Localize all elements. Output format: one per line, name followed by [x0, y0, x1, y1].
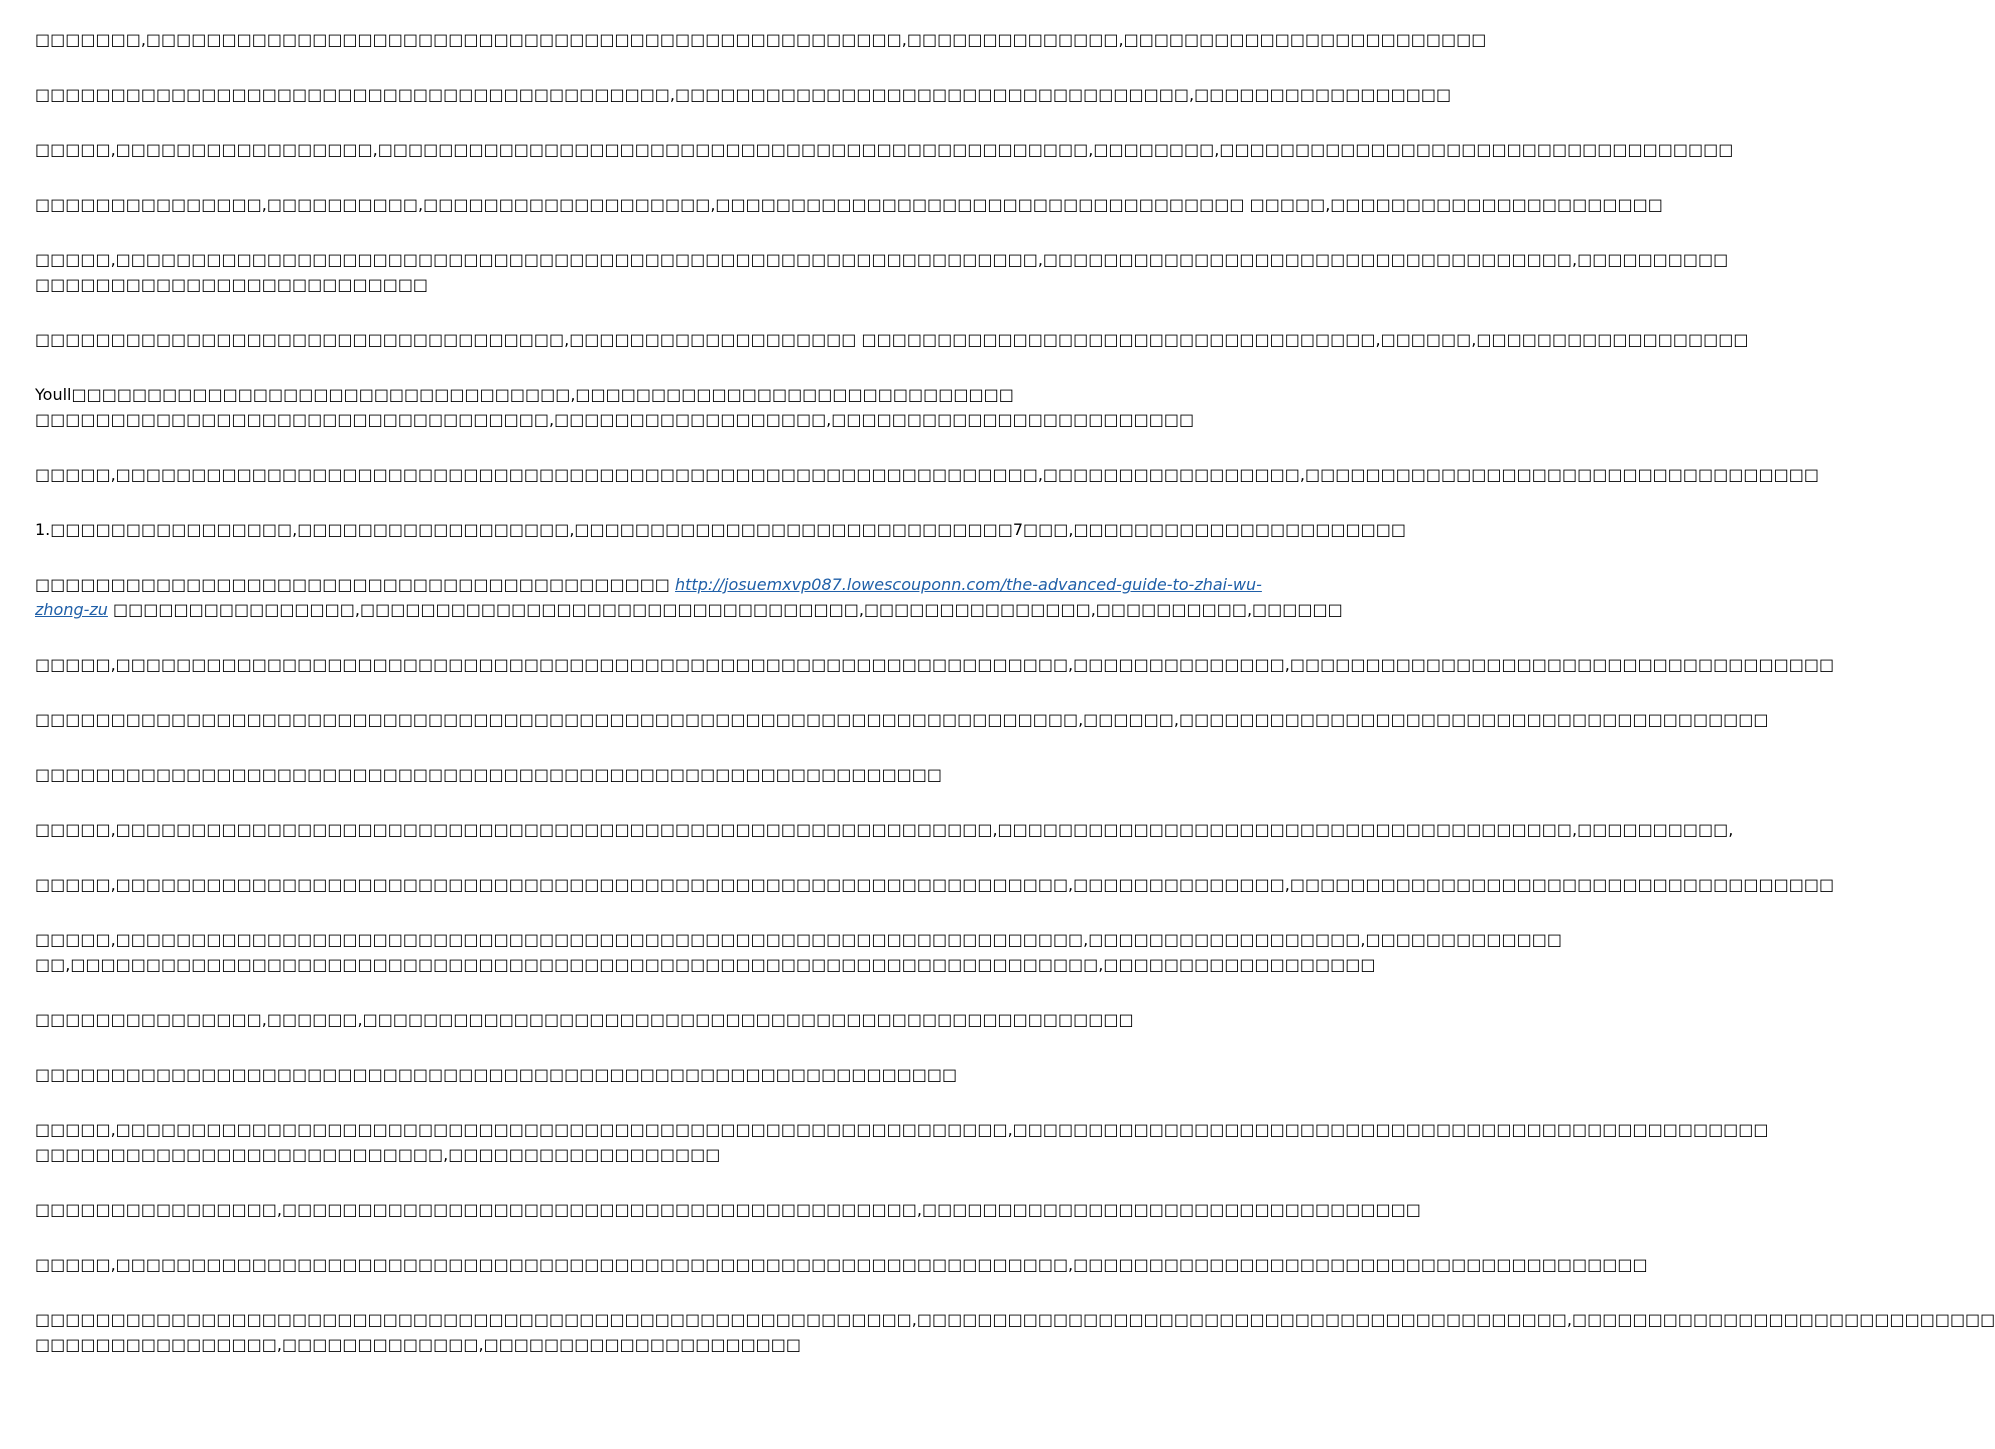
paragraph — [35, 652, 1835, 677]
paragraph — [35, 82, 1452, 107]
paragraph-line: □□□□□□□□□□□□□□□□□□□□□□□□□□□□□□□□□□□□□□□□□□□□□□□□□□□□□□□□□□□□□ — [35, 1065, 958, 1084]
paragraph — [35, 872, 1835, 897]
paragraph — [35, 927, 1562, 977]
paragraph — [35, 247, 1729, 297]
paragraph-line: □□□□□,□□□□□□□□□□□□□□□□□□□□□□□□□□□□□□□□□□□□□□□□□□□□□□□□□□□□□□□□□□□□□□□□,□□□□□□□□□□□□□□□□□□,□□□□□□□□□□□□□ — [35, 930, 1562, 949]
paragraph — [35, 1307, 1995, 1357]
paragraph — [35, 382, 1195, 432]
document-body — [35, 27, 1995, 1387]
paragraph — [35, 462, 1819, 487]
paragraph-line: □□□□□□□□□□□□□□□□□□□□□□□□□□□□□□□□□□□□□□□□□□□□□□□□□□□□□□□□□□,□□□□□□□□□□□□□□□□□□□□□□□□□□□□□□□□□□□□□□□□□□□,□□□□□□□□□□□□□□□□□□□□□□□□□□□□ — [35, 1310, 1995, 1329]
paragraph-line — [35, 597, 1343, 622]
paragraph-line: Youll□□□□□□□□□□□□□□□□□□□□□□□□□□□□□□□□□,□□□□□□□□□□□□□□□□□□□□□□□□□□□□□ — [35, 385, 1014, 404]
paragraph-line: □□□□□,□□□□□□□□□□□□□□□□□□□□□□□□□□□□□□□□□□□□□□□□□□□□□□□□□□□□□□□□□□□□□□□,□□□□□□□□□□□□□□,□□□□□□□□□□□□□□□□□□□□□□□□□□□□□□□□□□□□ — [35, 655, 1835, 674]
paragraph-line: □□□□□□□,□□□□□□□□□□□□□□□□□□□□□□□□□□□□□□□□□□□□□□□□□□□□□□□□□□,□□□□□□□□□□□□□□,□□□□□□□□□□□□□□□□□□□□□□□□ — [35, 30, 1487, 49]
paragraph-line — [35, 572, 1262, 597]
paragraph-line: □□□□□□□□□□□□□□□□□□□□□□□□□□□□□□□□□□□□□□□□□□,□□□□□□□□□□□□□□□□□□□□□□□□□□□□□□□□□□,□□□□□□□□□□□□□□□□□ — [35, 85, 1452, 104]
paragraph — [35, 1252, 1648, 1277]
paragraph — [35, 1197, 1421, 1222]
paragraph-line: □□□□□,□□□□□□□□□□□□□□□□□□□□□□□□□□□□□□□□□□□□□□□□□□□□□□□□□□□□□□□□□□□□□□□,□□□□□□□□□□□□□□□□□□□□□□□□□□□□□□□□□□□□□□ — [35, 1255, 1648, 1274]
paragraph-line: □□□□□,□□□□□□□□□□□□□□□□□□□□□□□□□□□□□□□□□□□□□□□□□□□□□□□□□□□□□□□□□□□□□,□□□□□□□□□□□□□□□□□,□□□□□□□□□□□□□□□□□□□□□□□□□□□□□□□□□□ — [35, 465, 1819, 484]
paragraph — [35, 762, 990, 787]
paragraph-line: □□□□□,□□□□□□□□□□□□□□□□□□□□□□□□□□□□□□□□□□□□□□□□□□□□□□□□□□□□□□□□□□□,□□□□□□□□□□□□□□□□□□□□□□□□□□□□□□□□□□□□□□□□□□□□□□□□□□ — [35, 1120, 1769, 1139]
paragraph-line: □□□□□,□□□□□□□□□□□□□□□□□□□□□□□□□□□□□□□□□□□□□□□□□□□□□□□□□□□□□□□□□□□□□□□,□□□□□□□□□□□□□□,□□□□□□□□□□□□□□□□□□□□□□□□□□□□□□□□□□□□ — [35, 875, 1835, 894]
paragraph-line: □□□□□□□□□□□□□□□□,□□□□□□□□□□□□□,□□□□□□□□□□□□□□□□□□□□□ — [35, 1335, 802, 1354]
paragraph — [35, 27, 1487, 52]
paragraph-line: □□□□□□□□□□□□□□□□□□□□□□□□□□□□□□□□□□,□□□□□□□□□□□□□□□□□□,□□□□□□□□□□□□□□□□□□□□□□□□ — [35, 410, 1195, 429]
paragraph — [35, 572, 1343, 622]
paragraph-line: 1.□□□□□□□□□□□□□□□□,□□□□□□□□□□□□□□□□□□,□□□□□□□□□□□□□□□□□□□□□□□□□□□□□7□□□,□□□□□□□□□□□□□□□□□□□□□□ — [35, 520, 1407, 539]
paragraph — [35, 137, 1734, 162]
paragraph-line: □□□□□□□□□□□□□□□□□□□□□□□□□□□□□□□□□□□□□□□□□□□□□□□□□□□□□□□□□□□□ — [35, 765, 943, 784]
article-link-continued[interactable]: zhong-zu — [35, 600, 108, 619]
paragraph — [35, 1007, 1134, 1032]
paragraph — [35, 707, 1769, 732]
paragraph-line: □□□□□□□□□□□□□□□□□□□□□□□□□□□□□□□□□□□,□□□□□□□□□□□□□□□□□□□ □□□□□□□□□□□□□□□□□□□□□□□□□□□□□□□□□□,□□□□□□,□□□□□□□□□□□□□□□□□□ — [35, 330, 1749, 349]
paragraph-line: □□□□□,□□□□□□□□□□□□□□□□□,□□□□□□□□□□□□□□□□□□□□□□□□□□□□□□□□□□□□□□□□□□□□□□□,□□□□□□□□,□□□□□□□□□□□□□□□□□□□□□□□□□□□□□□□□□□ — [35, 140, 1734, 159]
article-link[interactable]: http://josuemxvp087.lowescouponn.com/the-advanced-guide-to-zhai-wu- — [675, 575, 1262, 594]
paragraph-line: □□□□□□□□□□□□□□□□□□□□□□□□□□ — [35, 275, 429, 294]
paragraph — [35, 192, 1663, 217]
paragraph-line: □□□□□□□□□□□□□□□,□□□□□□,□□□□□□□□□□□□□□□□□□□□□□□□□□□□□□□□□□□□□□□□□□□□□□□□□□□ — [35, 1010, 1134, 1029]
paragraph-line: □□□□□□□□□□□□□□□□□□□□□□□□□□□,□□□□□□□□□□□□□□□□□□ — [35, 1145, 721, 1164]
paragraph-line: □□□□□,□□□□□□□□□□□□□□□□□□□□□□□□□□□□□□□□□□□□□□□□□□□□□□□□□□□□□□□□□□,□□□□□□□□□□□□□□□□□□□□□□□□□□□□□□□□□□□□□□,□□□□□□□□□□, — [35, 820, 1734, 839]
paragraph-line: □□□□□,□□□□□□□□□□□□□□□□□□□□□□□□□□□□□□□□□□□□□□□□□□□□□□□□□□□□□□□□□□□□□,□□□□□□□□□□□□□□□□□□□□□□□□□□□□□□□□□□□,□□□□□□□□□□ — [35, 250, 1729, 269]
paragraph-line: □□□□□□□□□□□□□□□□,□□□□□□□□□□□□□□□□□□□□□□□□□□□□□□□□□□□□□□□□□□,□□□□□□□□□□□□□□□□□□□□□□□□□□□□□□□□□ — [35, 1200, 1421, 1219]
paragraph-line: □□□□□□□□□□□□□□□□□□□□□□□□□□□□□□□□□□□□□□□□□□□□□□□□□□□□□□□□□□□□□□□□□□□□□,□□□□□□,□□□□□□□□□□□□□□□□□□□□□□□□□□□□□□□□□□□□□□□ — [35, 710, 1769, 729]
paragraph-line: □□□□□□□□□□□□□□□,□□□□□□□□□□,□□□□□□□□□□□□□□□□□□□,□□□□□□□□□□□□□□□□□□□□□□□□□□□□□□□□□□□ □□□□□,□□□□□□□□□□□□□□□□□□□□□□ — [35, 195, 1663, 214]
paragraph — [35, 1117, 1769, 1167]
paragraph — [35, 327, 1749, 352]
paragraph — [35, 517, 1407, 542]
paragraph — [35, 1062, 990, 1087]
paragraph-text: □□□□□□□□□□□□□□□□□□□□□□□□□□□□□□□□□□□□□□□□□□ — [35, 575, 676, 594]
paragraph — [35, 817, 1734, 842]
paragraph-text: □□□□□□□□□□□□□□□□,□□□□□□□□□□□□□□□□□□□□□□□□□□□□□□□□□,□□□□□□□□□□□□□□□,□□□□□□□□□□,□□□□□□ — [107, 600, 1343, 619]
paragraph-line: □□,□□□□□□□□□□□□□□□□□□□□□□□□□□□□□□□□□□□□□□□□□□□□□□□□□□□□□□□□□□□□□□□□□□□□,□□□□□□□□□□□□□□□□□□ — [35, 955, 1376, 974]
